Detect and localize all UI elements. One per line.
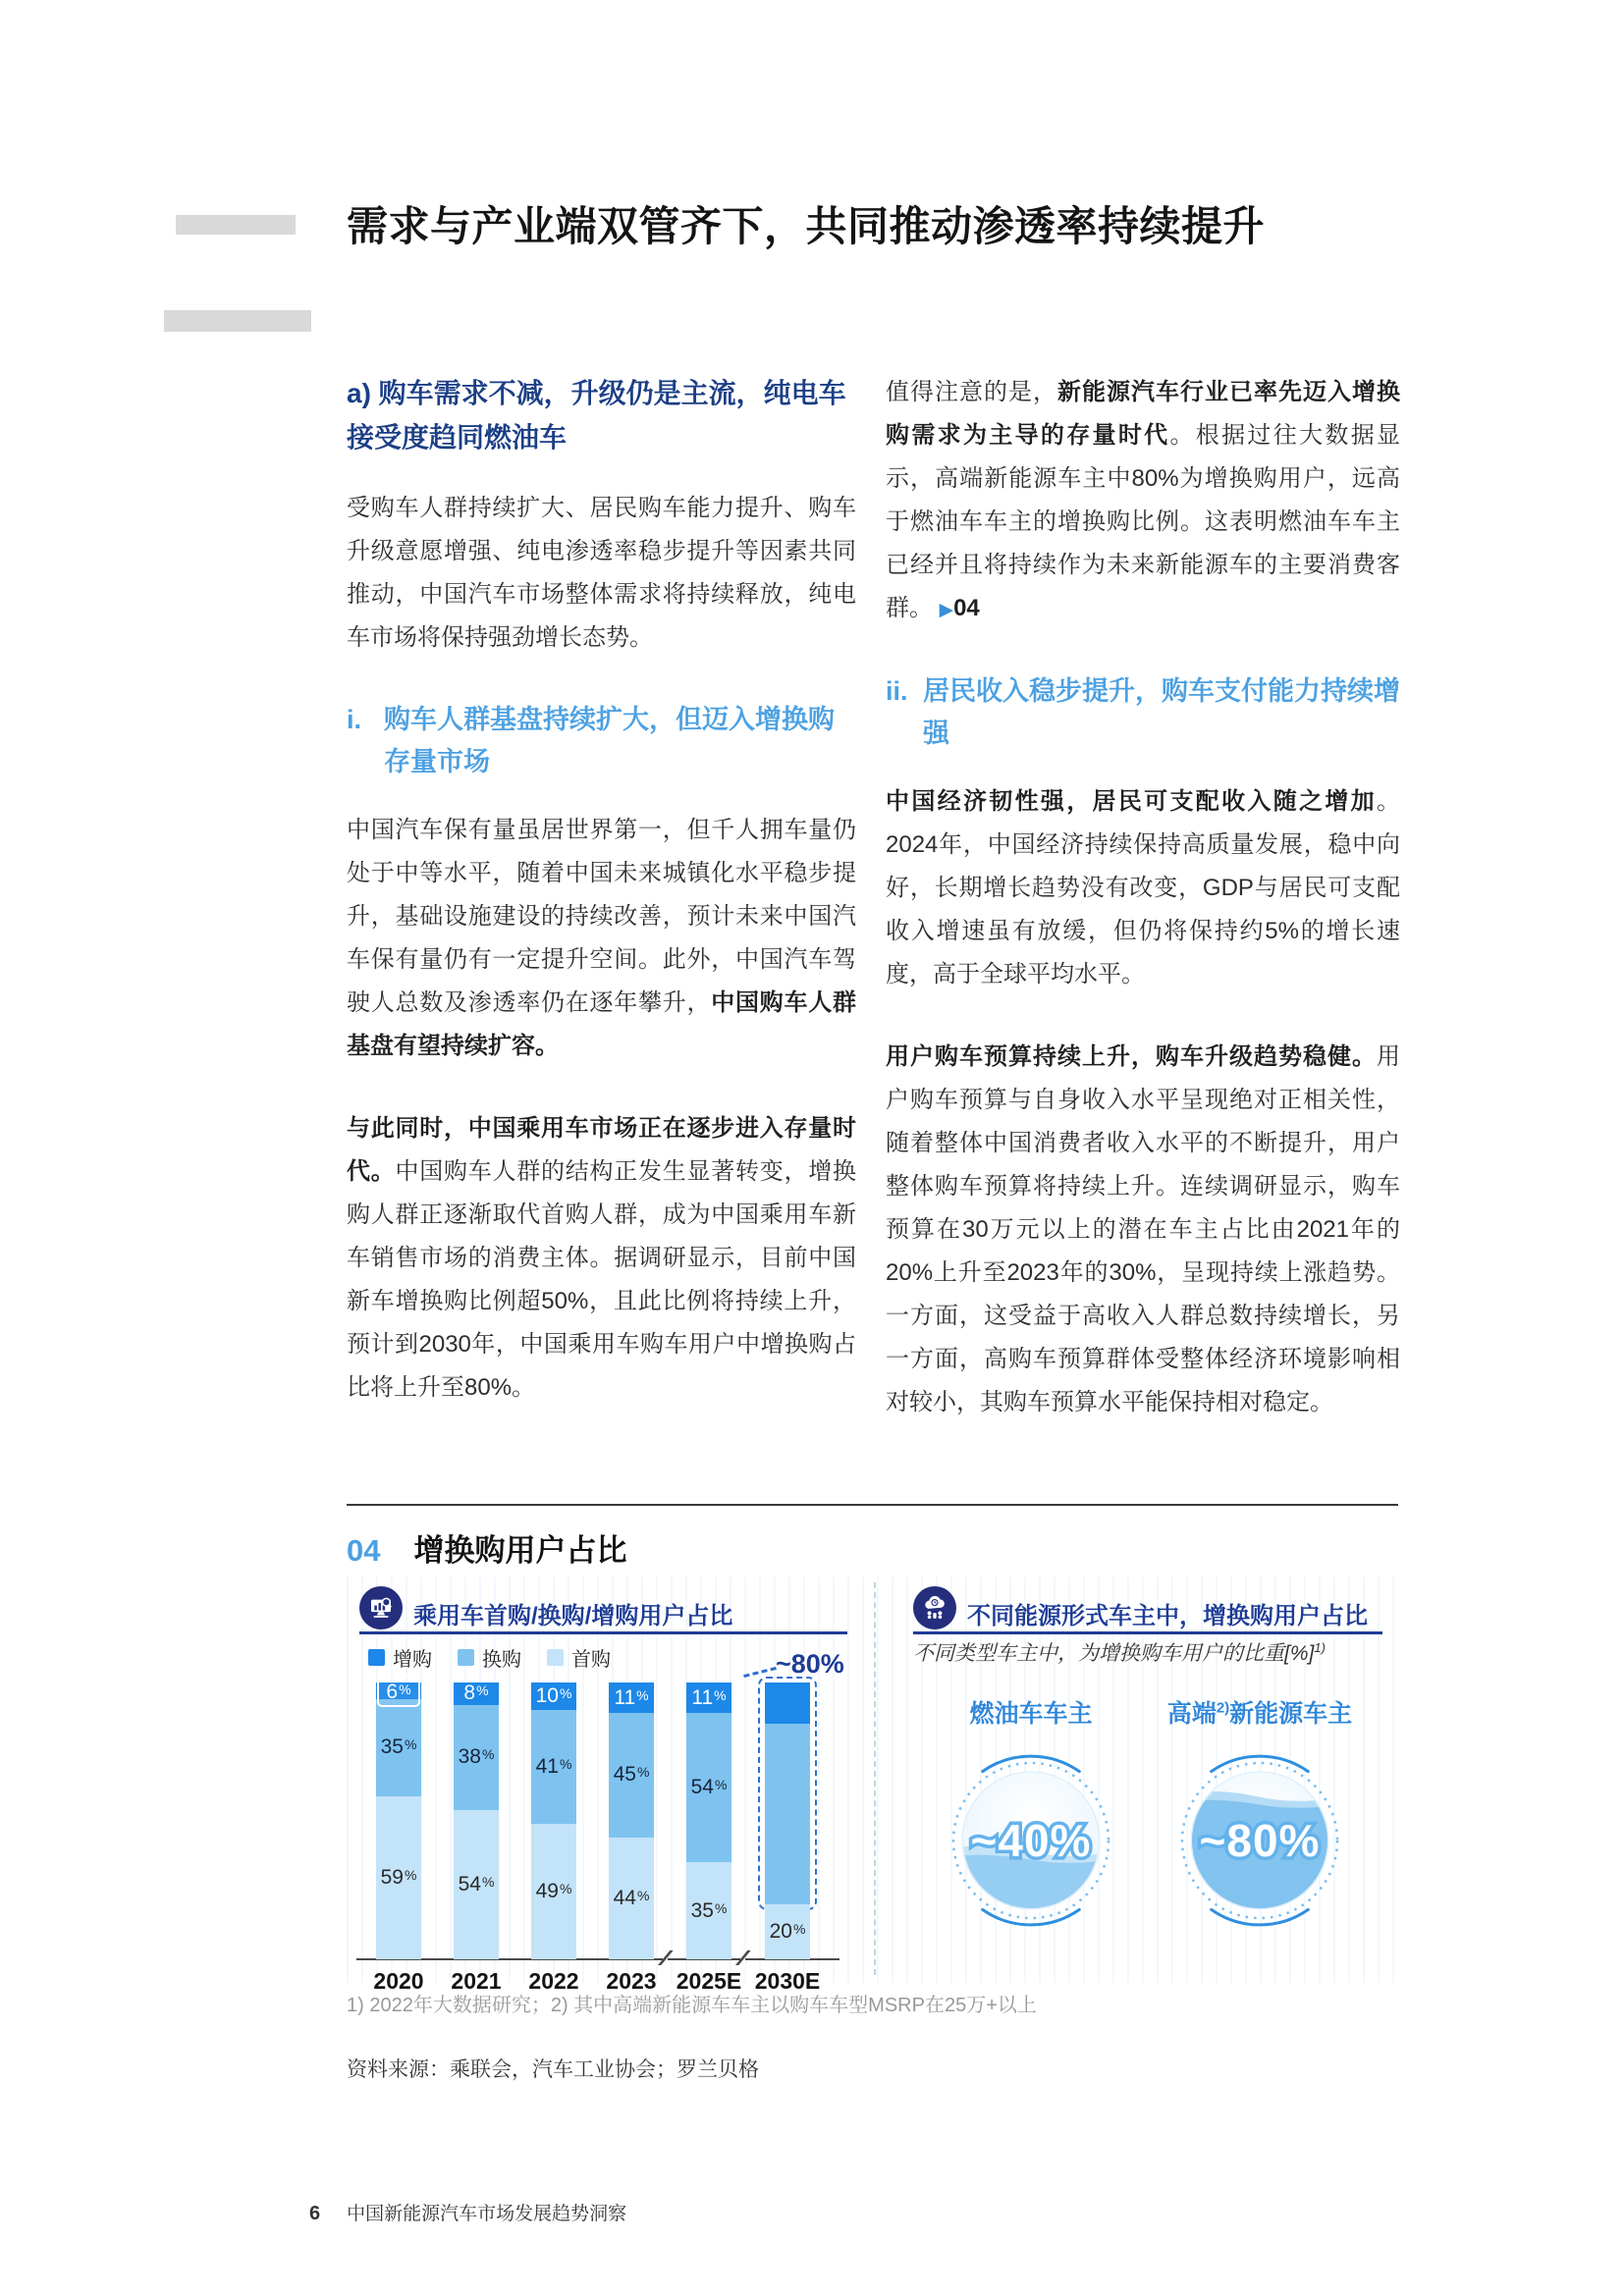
section-a-heading: a) 购车需求不减，升级仍是主流，纯电车接受度趋同燃油车 bbox=[347, 378, 846, 453]
bar-value-label: 44% bbox=[613, 1886, 650, 1909]
subsection-i-heading bbox=[347, 699, 856, 783]
subsection-i-number: i. bbox=[347, 705, 362, 734]
paragraph: 受购车人群持续扩大、居民购车能力提升、购车升级意愿增强、纯电渗透率稳步提升等因素共同推动，中国汽车市场整体需求将持续释放，纯电车市场将保持强劲增长态势。 bbox=[347, 495, 856, 651]
figure-number: 04 bbox=[347, 1533, 381, 1568]
legend-label: 换购 bbox=[482, 1649, 521, 1671]
figure-title-row bbox=[347, 1525, 626, 1570]
bar-value-label: 59% bbox=[380, 1865, 417, 1889]
decor-bar-side bbox=[164, 310, 311, 332]
bar-segment-换购 bbox=[454, 1705, 499, 1810]
axis-break-icon: ∕∕ bbox=[741, 1946, 745, 1970]
liquid-gauge-fuel-owners bbox=[938, 1747, 1124, 1934]
gauge-chart-subtitle: 不同类型车主中，为增换购车用户的比重[%]$^{1)}$ bbox=[913, 1640, 1326, 1665]
bar-value-label: 35% bbox=[690, 1898, 728, 1922]
right-column bbox=[886, 371, 1400, 1464]
bar-value-label: 11% bbox=[614, 1685, 649, 1709]
x-axis-tick-label: 2025E bbox=[676, 1968, 742, 1994]
figure-area bbox=[347, 1576, 1398, 1994]
bar-segment-首购 bbox=[531, 1824, 576, 1959]
gauge-chart-header: 不同能源形式车主中，增换购用户占比 bbox=[967, 1603, 1368, 1629]
liquid-gauge-premium-nev-owners bbox=[1166, 1747, 1353, 1934]
x-axis-tick-label: 2023 bbox=[606, 1968, 657, 1994]
bar-segment-首购 bbox=[686, 1862, 731, 1959]
bar-segment-首购 bbox=[765, 1904, 810, 1959]
bar-segment-增购 bbox=[376, 1680, 421, 1703]
bar-value-label: 54% bbox=[690, 1776, 728, 1799]
subsection-ii-number: ii. bbox=[886, 676, 908, 706]
x-axis-tick-label: 2021 bbox=[451, 1968, 502, 1994]
svg-text:~40%: ~40% bbox=[970, 1815, 1092, 1866]
bar-value-label: 38% bbox=[458, 1745, 495, 1769]
figure-source: 资料来源：乘联会，汽车工业协会；罗兰贝格 bbox=[347, 2058, 759, 2081]
bar-segment-增购 bbox=[765, 1682, 810, 1724]
x-axis-tick-label: 2030E bbox=[754, 1968, 821, 1994]
bar-chart-header: 乘用车首购/换购/增购用户占比 bbox=[413, 1603, 733, 1629]
left-column bbox=[347, 371, 856, 1449]
subsection-ii-heading bbox=[886, 670, 1400, 755]
bar-segment-换购 bbox=[686, 1713, 731, 1862]
paragraph: 中国经济韧性强，居民可支配收入随之增加。2024年，中国经济持续保持高质量发展，稳中向好，长期增长趋势没有改变，GDP与居民可支配收入增速虽有放缓，但仍将保持约5%的增长速度，高于全球平均水平。 bbox=[886, 788, 1400, 988]
legend-label: 增购 bbox=[393, 1649, 432, 1671]
x-axis-tick-label: 2020 bbox=[373, 1968, 424, 1994]
axis-break-icon: ∕∕ bbox=[664, 1946, 668, 1970]
bar-segment-首购 bbox=[376, 1796, 421, 1959]
footer-doc-title: 中国新能源汽车市场发展趋势洞察 bbox=[347, 2204, 627, 2224]
gauge-label-fuel-owners: 燃油车车主 bbox=[969, 1700, 1093, 1728]
x-axis-tick-label: 2022 bbox=[528, 1968, 579, 1994]
paragraph: 用户购车预算持续上升，购车升级趋势稳健。用户购车预算与自身收入水平呈现绝对正相关性，随着整体中国消费者收入水平的不断提升，用户整体购车预算将持续上升。连续调研显示，购车预算在30万元以上的潜在车主占比由2021年的20%上升至2023年的30%，呈现持续上涨趋势。一方面，这受益于高收入人群总数持续增长，另一方面，高购车预算群体受整体经济环境影响相对较小，其购车预算水平能保持相对稳定。 bbox=[886, 1043, 1400, 1415]
figure-04-reference[interactable]: ▶04 bbox=[939, 595, 980, 621]
figure-footnote: 1) 2022年大数据研究；2) 其中高端新能源车车主以购车车型MSRP在25万+以上 bbox=[347, 1995, 1037, 2016]
subsection-ii-text: 居民收入稳步提升，购车支付能力持续增强 bbox=[923, 676, 1400, 748]
bar-segment-增购 bbox=[531, 1682, 576, 1710]
bar-segment-换购 bbox=[609, 1713, 654, 1838]
page-number: 6 bbox=[309, 2203, 321, 2224]
cloud-clock-icon bbox=[913, 1586, 956, 1629]
bar-value-label: 11% bbox=[691, 1685, 727, 1709]
bar-value-label: 49% bbox=[535, 1879, 572, 1902]
paragraph: 与此同时，中国乘用车市场正在逐步进入存量时代。中国购车人群的结构正发生显著转变，增换购人群正逐渐取代首购人群，成为中国乘用车新车销售市场的消费主体。据调研显示，目前中国新车增换购比例超50%，且此比例将持续上升，预计到2030年，中国乘用车购车用户中增换购占比将上升至80%。 bbox=[347, 1115, 856, 1401]
callout-label: ~80% bbox=[776, 1649, 844, 1679]
bar-value-label: 10% bbox=[535, 1684, 572, 1708]
svg-text:~80%: ~80% bbox=[1199, 1815, 1321, 1866]
bar-segment-增购 bbox=[454, 1682, 499, 1705]
figure-divider-rule bbox=[347, 1504, 1398, 1506]
panel-divider bbox=[874, 1582, 876, 1975]
paragraph: 值得注意的是，新能源汽车行业已率先迈入增换购需求为主导的存量时代。根据过往大数据显示，高端新能源车主中80%为增换购用户，远高于燃油车车主的增换购比例。这表明燃油车车主已经并且将持续作为未来新能源车的主要消费客群。 ▶04 bbox=[886, 379, 1401, 621]
bar-value-label: 35% bbox=[380, 1735, 417, 1759]
bar-value-label: 8% bbox=[463, 1682, 489, 1705]
bar-chart bbox=[347, 1576, 874, 2008]
legend-label: 首购 bbox=[571, 1649, 611, 1671]
bar-value-label: 6% bbox=[377, 1675, 419, 1707]
page-footer bbox=[309, 2199, 626, 2225]
paragraph: 中国汽车保有量虽居世界第一，但千人拥车量仍处于中等水平，随着中国未来城镇化水平稳步提升，基础设施建设的持续改善，预计未来中国汽车保有量仍有一定提升空间。此外，中国汽车驾驶人总数及渗透率仍在逐年攀升，中国购车人群基盘有望持续扩容。 bbox=[347, 817, 856, 1059]
bar-segment-增购 bbox=[609, 1682, 654, 1713]
page-title: 需求与产业端双管齐下，共同推动渗透率持续提升 bbox=[347, 203, 1266, 249]
bar-value-label: 20% bbox=[769, 1919, 806, 1943]
bar-segment-换购 bbox=[376, 1699, 421, 1796]
bar-segment-首购 bbox=[609, 1838, 654, 1959]
bar-segment-换购 bbox=[531, 1710, 576, 1824]
decor-bar-top bbox=[176, 215, 296, 235]
subsection-i-text: 购车人群基盘持续扩大，但迈入增换购存量市场 bbox=[384, 705, 835, 776]
gauge-label-premium-nev-owners: 高端$^{2)}$新能源车主 bbox=[1166, 1699, 1353, 1728]
header-underline bbox=[913, 1631, 1382, 1634]
bar-value-label: 45% bbox=[613, 1763, 650, 1787]
bar-segment-换购 bbox=[765, 1724, 810, 1903]
bar-segment-首购 bbox=[454, 1810, 499, 1959]
bar-value-label: 54% bbox=[458, 1872, 495, 1896]
figure-title: 增换购用户占比 bbox=[413, 1533, 627, 1568]
bar-value-label: 41% bbox=[535, 1755, 572, 1779]
bar-segment-增购 bbox=[686, 1682, 731, 1713]
